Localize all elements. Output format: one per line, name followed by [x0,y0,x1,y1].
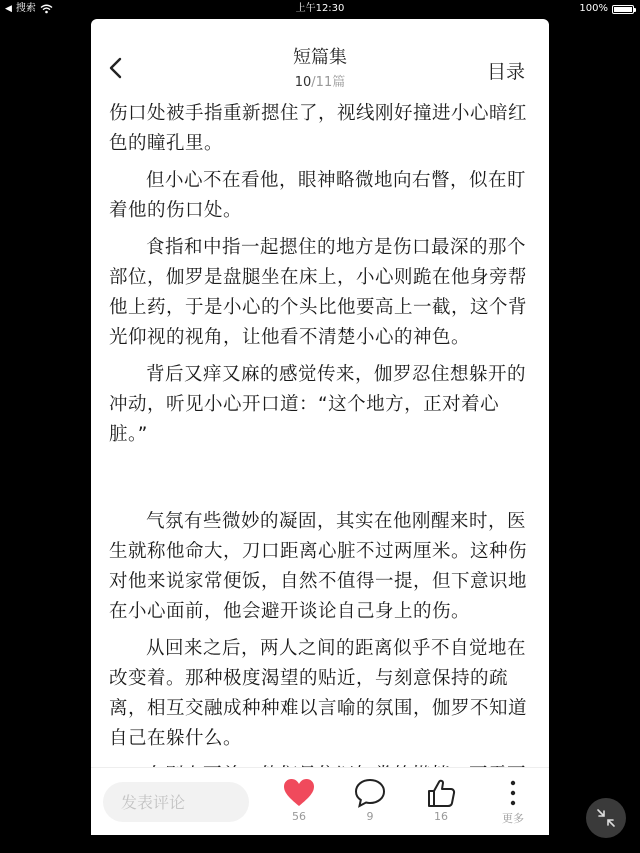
chapter-current: 10 [294,75,312,90]
thumbs-up-button[interactable] [416,778,466,823]
paragraph: 背后又痒又麻的感觉传来，伽罗忍住想躲开的冲动，听见小心开口道：“这个地方，正对着心脏。” [109,364,527,445]
paragraph: 但小心不在看他，眼神略微地向右瞥，似在盯着他的伤口处。 [109,170,527,221]
battery-fill [614,7,632,12]
reading-content [109,99,531,767]
toc-button[interactable]: 目录 [486,61,525,83]
comment-count: 9 [366,810,374,823]
thumbs-up-icon [425,778,457,808]
like-count: 56 [292,810,306,823]
chapter-total: /11篇 [311,75,346,90]
like-button[interactable] [274,778,324,823]
back-to-search-icon[interactable]: ◀ [5,4,12,14]
paragraph: 从回来之后，两人之间的距离似乎不自觉地在改变着。那种极度渴望的贴近，与刻意保持的疏离，相互交融成种种难以言喻的氛围，伽罗不知道自己在躲什么。 [109,638,528,749]
chapter-progress [91,71,549,90]
comment-bubble-icon [354,778,386,808]
reader-card [91,19,549,834]
bottom-toolbar [91,767,549,835]
comment-input[interactable] [103,782,249,822]
battery-percent: 100% [579,3,608,14]
battery-icon [612,5,634,14]
more-button[interactable] [488,778,538,826]
reader-header [91,19,549,99]
more-label: 更多 [502,812,524,825]
heart-icon [283,778,315,808]
collapse-button[interactable] [586,798,626,838]
collapse-icon [586,798,626,838]
more-vertical-icon [497,778,529,808]
paragraph: 伤口处被手指重新摁住了，视线刚好撞进小心暗红色的瞳孔里。 [109,103,528,154]
comment-button[interactable] [345,778,395,823]
thumbs-up-count: 16 [434,810,448,823]
back-to-search-label[interactable]: 搜索 [15,3,36,14]
page-title: 短篇集 [293,47,347,68]
paragraph: 气氛有些微妙的凝固，其实在他刚醒来时，医生就称他命大，刀口距离心脏不过两厘米。这种伤对他来说家常便饭，自然不值得一提，但下意识地在小心面前，他会避开谈论自己身上的伤。 [109,511,528,622]
status-time: 上午12:30 [295,3,345,14]
status-right [579,0,634,18]
paragraph: 食指和中指一起摁住的地方是伤口最深的那个部位，伽罗是盘腿坐在床上，小心则跪在他身旁帮他上药，于是小心的个头比他要高上一截，这个背光仰视的视角，让他看不清楚小心的神色。 [109,237,528,348]
status-bar [0,0,640,18]
section-break [109,457,531,507]
